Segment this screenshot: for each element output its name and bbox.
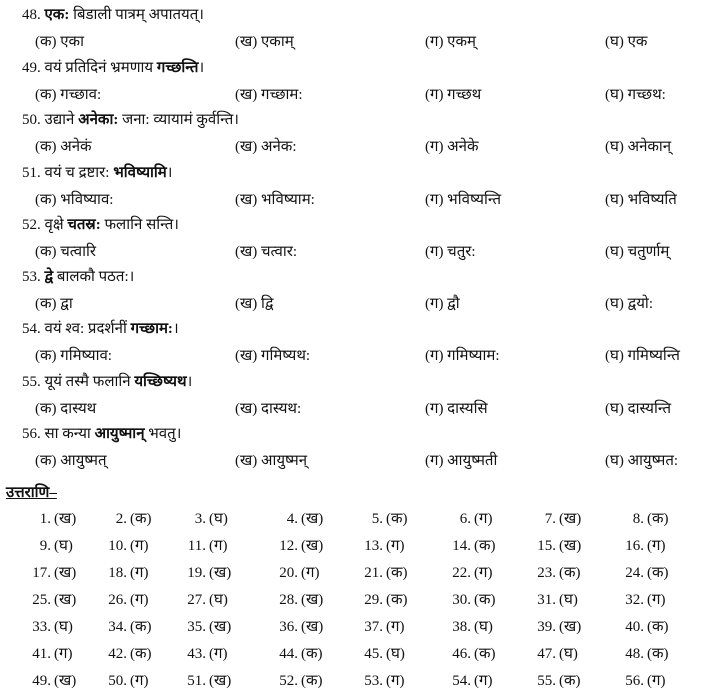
question-highlight: द्वे (44, 269, 54, 285)
answer-number: 41. (32, 646, 51, 662)
question-text-pre: सा कन्या (44, 426, 95, 442)
answer-item (437, 589, 496, 609)
question-50 (22, 109, 239, 129)
answer-item (522, 670, 581, 690)
question-text-pre: वयं प्रतिदिनं भ्रमणाय (44, 60, 157, 76)
answer-number: 10. (108, 538, 127, 554)
answer-number: 49. (32, 673, 51, 689)
answer-number: 28. (279, 592, 298, 608)
question-55 (22, 371, 192, 391)
answer-number: 34. (108, 619, 127, 635)
option: (घ) एक (605, 34, 648, 50)
question-text-post: जना: व्यायामं कुर्वन्ति। (118, 112, 239, 128)
option: (क) चत्वारि (35, 244, 97, 260)
question-text-post: । (172, 321, 179, 337)
question-highlight: गच्छन्ति (156, 60, 199, 76)
answer-number: 12. (279, 538, 298, 554)
answer-number: 50. (108, 673, 127, 689)
option: (ग) गमिष्याम: (425, 348, 500, 364)
answer-choice: (ग) (386, 619, 405, 635)
option: (घ) आयुष्मत: (605, 453, 679, 469)
answer-number: 47. (537, 646, 556, 662)
answer-number: 15. (537, 538, 556, 554)
question-52 (22, 214, 179, 234)
answer-number: 5. (371, 511, 383, 527)
answer-choice: (क) (647, 565, 669, 581)
option: (ख) गमिष्यथ: (235, 348, 311, 364)
answer-number: 17. (32, 565, 51, 581)
answer-number: 43. (187, 646, 206, 662)
answer-item (522, 508, 581, 528)
answer-item (17, 535, 73, 555)
option: (ख) चत्वार: (235, 244, 298, 260)
answer-item (610, 616, 669, 636)
answer-number: 44. (279, 646, 298, 662)
answer-choice: (क) (130, 619, 152, 635)
answer-item (349, 508, 408, 528)
answer-number: 3. (194, 511, 206, 527)
answer-item (349, 535, 404, 555)
option: (ख) अनेक: (235, 139, 297, 155)
answer-item (172, 670, 231, 690)
answer-item (264, 589, 323, 609)
option: (घ) द्वयो: (605, 296, 653, 312)
answer-item (437, 562, 492, 582)
answer-item (264, 535, 323, 555)
answer-item (437, 616, 493, 636)
answer-choice: (ख) (301, 511, 324, 527)
option: (ख) गच्छाम: (235, 87, 303, 103)
answer-choice: (घ) (209, 511, 228, 527)
option: (ख) एकाम् (235, 34, 294, 50)
answer-item (17, 643, 72, 663)
answer-choice: (क) (386, 511, 408, 527)
option: (क) दास्यथ (35, 401, 97, 417)
answer-choice: (ग) (647, 538, 666, 554)
answer-item (349, 589, 408, 609)
question-number: 54. (22, 321, 41, 337)
answer-number: 35. (187, 619, 206, 635)
answer-number: 38. (452, 619, 471, 635)
answer-number: 26. (108, 592, 127, 608)
option: (क) गच्छाव: (35, 87, 102, 103)
option: (ग) एकम् (425, 34, 476, 50)
question-54 (22, 318, 179, 338)
answer-choice: (ग) (130, 538, 149, 554)
question-number: 53. (22, 269, 41, 285)
answer-item (172, 508, 228, 528)
answer-choice: (ख) (301, 619, 324, 635)
answer-item (172, 643, 227, 663)
question-number: 52. (22, 217, 41, 233)
option: (घ) दास्यन्ति (605, 401, 672, 417)
answer-item (437, 670, 492, 690)
answer-choice: (ग) (386, 673, 405, 689)
question-number: 50. (22, 112, 41, 128)
question-text-pre: वयं च द्रष्टार: (44, 165, 114, 181)
question-56 (22, 423, 181, 443)
answer-number: 56. (625, 673, 644, 689)
answer-item (522, 589, 578, 609)
answer-choice: (घ) (474, 619, 493, 635)
answer-choice: (ग) (130, 592, 149, 608)
question-text-pre: यूयं तस्मै फलानि (44, 374, 135, 390)
option: (ख) भविष्याम: (235, 192, 315, 208)
answer-item (264, 616, 323, 636)
answer-item (349, 670, 404, 690)
answer-choice: (क) (130, 511, 152, 527)
answer-number: 23. (537, 565, 556, 581)
answer-number: 37. (364, 619, 383, 635)
answer-number: 4. (286, 511, 298, 527)
answer-choice: (ख) (209, 565, 232, 581)
question-53 (22, 266, 134, 286)
answer-item (349, 616, 404, 636)
answer-number: 22. (452, 565, 471, 581)
answer-number: 32. (625, 592, 644, 608)
question-text-post: बिडाली पात्रम् अपातयत्। (69, 7, 204, 23)
question-text-post: । (198, 60, 205, 76)
answer-number: 25. (32, 592, 51, 608)
option: (घ) भविष्यति (605, 192, 677, 208)
answer-number: 30. (452, 592, 471, 608)
answer-item (17, 616, 73, 636)
answer-number: 42. (108, 646, 127, 662)
option: (ग) दास्यसि (425, 401, 488, 417)
answer-number: 48. (625, 646, 644, 662)
answer-choice: (ग) (474, 511, 493, 527)
answer-choice: (ख) (559, 511, 582, 527)
answer-choice: (घ) (559, 592, 578, 608)
answer-choice: (ग) (209, 646, 228, 662)
answer-item (349, 643, 405, 663)
answer-choice: (क) (647, 619, 669, 635)
question-text-post: भवतु। (144, 426, 182, 442)
option: (ग) गच्छथ (425, 87, 482, 103)
answer-number: 8. (632, 511, 644, 527)
answer-choice: (क) (474, 592, 496, 608)
answer-item (437, 643, 496, 663)
option: (घ) चतुर्णाम् (605, 244, 670, 260)
answer-number: 33. (32, 619, 51, 635)
answer-choice: (क) (301, 646, 323, 662)
option: (ख) द्वि (235, 296, 274, 312)
answer-choice: (घ) (386, 646, 405, 662)
answer-item (172, 589, 228, 609)
option: (घ) गच्छथ: (605, 87, 666, 103)
option: (क) आयुष्मत् (35, 453, 107, 469)
answer-number: 40. (625, 619, 644, 635)
question-text-post: फलानि सन्ति। (100, 217, 179, 233)
answer-number: 1. (39, 511, 51, 527)
answer-number: 53. (364, 673, 383, 689)
answer-choice: (क) (301, 673, 323, 689)
answer-choice: (ग) (301, 565, 320, 581)
answer-number: 24. (625, 565, 644, 581)
answer-number: 19. (187, 565, 206, 581)
answer-choice: (घ) (54, 538, 73, 554)
answer-number: 14. (452, 538, 471, 554)
question-text-pre: वयं श्व: प्रदर्शनीं (44, 321, 131, 337)
answer-item (522, 535, 581, 555)
question-number: 51. (22, 165, 41, 181)
answer-choice: (क) (559, 673, 581, 689)
answer-choice: (क) (647, 511, 669, 527)
answer-item (610, 589, 665, 609)
answer-item (610, 535, 665, 555)
answer-number: 51. (187, 673, 206, 689)
answer-item (93, 589, 148, 609)
answer-item (610, 670, 665, 690)
question-48 (22, 4, 204, 24)
question-highlight: गच्छाम: (130, 321, 173, 337)
answer-number: 11. (187, 538, 206, 554)
answer-item (17, 589, 76, 609)
answer-number: 52. (279, 673, 298, 689)
answer-number: 55. (537, 673, 556, 689)
question-number: 55. (22, 374, 41, 390)
answer-number: 46. (452, 646, 471, 662)
answer-item (93, 562, 148, 582)
question-highlight: आयुष्मान् (94, 426, 145, 442)
answer-number: 13. (364, 538, 383, 554)
answer-choice: (ख) (559, 538, 582, 554)
answer-choice: (घ) (559, 646, 578, 662)
answer-number: 21. (364, 565, 383, 581)
answer-choice: (ग) (647, 673, 666, 689)
answer-item (17, 670, 76, 690)
answer-choice: (क) (474, 538, 496, 554)
answer-item (264, 562, 319, 582)
answer-item (17, 562, 76, 582)
option: (ग) चतुर: (425, 244, 476, 260)
answer-number: 18. (108, 565, 127, 581)
question-number: 49. (22, 60, 41, 76)
question-text-post: बालकौ पठत:। (53, 269, 135, 285)
answer-item (17, 508, 76, 528)
answer-choice: (क) (474, 646, 496, 662)
option: (ख) दास्यथ: (235, 401, 302, 417)
question-highlight: अनेका: (78, 112, 119, 128)
answer-item (93, 643, 152, 663)
answer-choice: (ख) (54, 673, 77, 689)
answer-choice: (ग) (647, 592, 666, 608)
question-highlight: चतस्र: (67, 217, 101, 233)
answer-number: 29. (364, 592, 383, 608)
answer-choice: (ग) (474, 565, 493, 581)
answer-item (172, 616, 231, 636)
answer-number: 39. (537, 619, 556, 635)
answer-choice: (ग) (474, 673, 493, 689)
answers-heading: उत्तराणि– (6, 485, 57, 501)
option: (ग) आयुष्मती (425, 453, 498, 469)
option: (घ) गमिष्यन्ति (605, 348, 680, 364)
answer-item (610, 562, 669, 582)
answer-number: 16. (625, 538, 644, 554)
question-text-post: । (186, 374, 193, 390)
question-text-post: । (166, 165, 173, 181)
answer-choice: (ग) (130, 673, 149, 689)
answer-item (437, 508, 492, 528)
answer-choice: (ख) (54, 565, 77, 581)
option: (ग) भविष्यन्ति (425, 192, 502, 208)
answer-choice: (क) (386, 565, 408, 581)
option: (ख) आयुष्मन् (235, 453, 308, 469)
answer-item (264, 643, 323, 663)
answer-item (93, 508, 152, 528)
answer-choice: (ग) (209, 538, 228, 554)
answer-choice: (ख) (301, 592, 324, 608)
option: (घ) अनेकान् (605, 139, 672, 155)
question-number: 48. (22, 7, 41, 23)
question-highlight: भविष्यामि (113, 165, 167, 181)
answer-choice: (क) (130, 646, 152, 662)
option: (ग) अनेके (425, 139, 479, 155)
answer-choice: (घ) (209, 592, 228, 608)
question-49 (22, 57, 204, 77)
answer-choice: (ग) (130, 565, 149, 581)
answer-choice: (ख) (209, 673, 232, 689)
answer-number: 27. (187, 592, 206, 608)
answer-choice: (घ) (54, 619, 73, 635)
answer-number: 31. (537, 592, 556, 608)
answer-item (610, 643, 669, 663)
question-highlight: एक: (44, 7, 70, 23)
option: (क) द्वा (35, 296, 73, 312)
answer-item (93, 616, 152, 636)
answer-choice: (क) (647, 646, 669, 662)
answer-item (522, 562, 581, 582)
answer-item (610, 508, 669, 528)
answer-number: 2. (115, 511, 127, 527)
option: (क) अनेकं (35, 139, 92, 155)
answer-item (349, 562, 408, 582)
answer-item (522, 616, 581, 636)
answer-number: 54. (452, 673, 471, 689)
answer-item (264, 508, 323, 528)
answer-number: 9. (39, 538, 51, 554)
question-number: 56. (22, 426, 41, 442)
question-text-pre: उद्याने (44, 112, 79, 128)
answer-item (93, 670, 148, 690)
answer-choice: (ग) (54, 646, 73, 662)
option: (ग) द्वौ (425, 296, 460, 312)
answer-choice: (क) (386, 592, 408, 608)
answer-number: 36. (279, 619, 298, 635)
answer-number: 20. (279, 565, 298, 581)
option: (क) भविष्याव: (35, 192, 114, 208)
answer-number: 45. (364, 646, 383, 662)
option: (क) एका (35, 34, 84, 50)
question-text-pre: वृक्षे (44, 217, 68, 233)
answer-choice: (ख) (54, 511, 77, 527)
option: (क) गमिष्याव: (35, 348, 112, 364)
answer-choice: (ख) (209, 619, 232, 635)
answer-choice: (क) (559, 565, 581, 581)
question-highlight: यच्छिष्यथ (134, 374, 187, 390)
answer-choice: (ख) (54, 592, 77, 608)
answer-choice: (ख) (301, 538, 324, 554)
answer-item (172, 535, 227, 555)
answer-choice: (ग) (386, 538, 405, 554)
answer-item (264, 670, 323, 690)
answer-item (522, 643, 578, 663)
answer-number: 7. (544, 511, 556, 527)
answer-number: 6. (459, 511, 471, 527)
question-51 (22, 162, 172, 182)
answer-item (437, 535, 496, 555)
answer-item (172, 562, 231, 582)
answer-choice: (ख) (559, 619, 582, 635)
answer-item (93, 535, 148, 555)
